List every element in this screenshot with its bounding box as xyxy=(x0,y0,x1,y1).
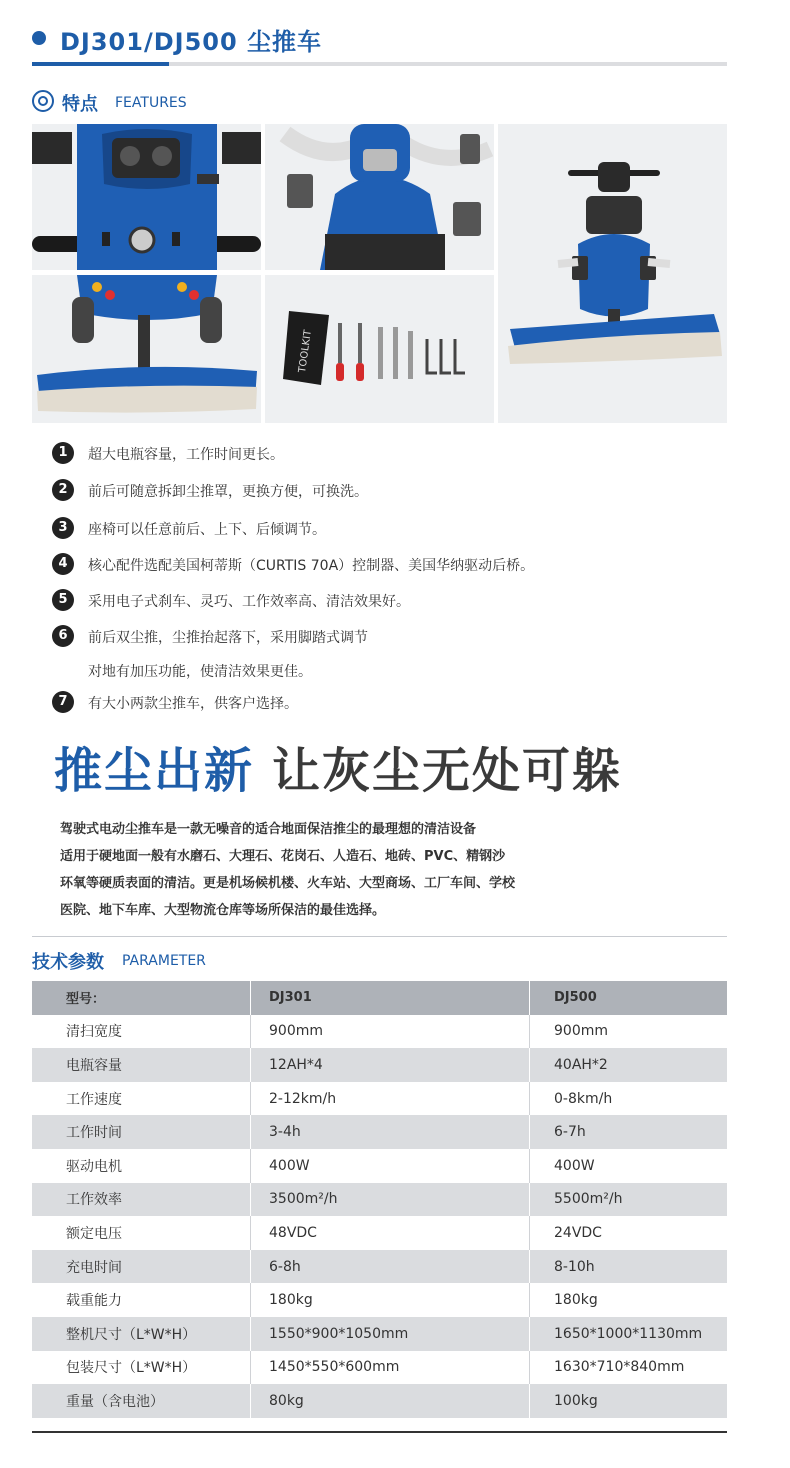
column-header: DJ301 xyxy=(251,981,530,1015)
feature-text: 座椅可以任意前后、上下、后倾调节。 xyxy=(88,522,326,538)
table-row xyxy=(32,1149,727,1183)
page-title: DJ301/DJ500 尘推车 xyxy=(60,28,323,56)
column-header: DJ500 xyxy=(530,981,728,1015)
feature-text: 前后双尘推，尘推抬起落下，采用脚踏式调节 xyxy=(88,630,368,646)
param-value-dj500: 6-7h xyxy=(530,1115,728,1149)
param-value-dj301: 2-12km/h xyxy=(251,1082,530,1116)
feature-text: 前后可随意拆卸尘推罩，更换方便，可换洗。 xyxy=(88,484,368,500)
param-value-dj500: 900mm xyxy=(530,1015,728,1049)
photo-machine-full xyxy=(498,124,727,423)
slogan xyxy=(54,732,622,801)
number-badge: 4 xyxy=(52,553,74,575)
slogan-highlight: 推尘出新 xyxy=(54,743,255,799)
parameter-title-en: PARAMETER xyxy=(122,953,206,969)
feature-text: 核心配件选配美国柯蒂斯（CURTIS 70A）控制器、美国华纳驱动后桥。 xyxy=(88,558,535,574)
feature-text: 有大小两款尘推车，供客户选择。 xyxy=(88,696,298,712)
param-value-dj500: 180kg xyxy=(530,1283,728,1317)
description-line: 环氧等硬质表面的清洁。更是机场候机楼、火车站、大型商场、工厂车间、学校 xyxy=(60,876,516,891)
param-name: 载重能力 xyxy=(32,1283,251,1317)
photo-dashboard xyxy=(32,124,261,270)
param-value-dj301: 180kg xyxy=(251,1283,530,1317)
parameter-table xyxy=(32,981,727,1418)
slogan-rest: 让灰尘无处可躲 xyxy=(272,743,623,799)
param-value-dj500: 8-10h xyxy=(530,1250,728,1284)
param-name: 工作时间 xyxy=(32,1115,251,1149)
param-value-dj301: 3-4h xyxy=(251,1115,530,1149)
table-row xyxy=(32,1115,727,1149)
param-value-dj301: 12AH*4 xyxy=(251,1048,530,1082)
feature-text-continued: 对地有加压功能，使清洁效果更佳。 xyxy=(88,664,312,680)
title-underline-accent xyxy=(32,62,169,66)
param-value-dj500: 1630*710*840mm xyxy=(530,1351,728,1385)
table-row xyxy=(32,1384,727,1418)
photo-rear-duster xyxy=(32,275,261,423)
column-header: 型号： xyxy=(32,981,251,1015)
features-title-cn: 特点 xyxy=(62,94,98,115)
param-name: 工作速度 xyxy=(32,1082,251,1116)
param-value-dj500: 24VDC xyxy=(530,1216,728,1250)
number-badge: 5 xyxy=(52,589,74,611)
param-value-dj301: 3500m²/h xyxy=(251,1183,530,1217)
param-name: 额定电压 xyxy=(32,1216,251,1250)
table-header-row xyxy=(32,981,727,1015)
param-value-dj301: 80kg xyxy=(251,1384,530,1418)
param-name: 重量（含电池） xyxy=(32,1384,251,1418)
title-bullet-icon xyxy=(32,31,46,45)
table-row xyxy=(32,1015,727,1049)
param-value-dj301: 1550*900*1050mm xyxy=(251,1317,530,1351)
table-row xyxy=(32,1351,727,1385)
param-value-dj301: 1450*550*600mm xyxy=(251,1351,530,1385)
table-row xyxy=(32,1082,727,1116)
param-name: 清扫宽度 xyxy=(32,1015,251,1049)
param-value-dj500: 40AH*2 xyxy=(530,1048,728,1082)
param-value-dj301: 400W xyxy=(251,1149,530,1183)
table-bottom-rule xyxy=(32,1431,727,1433)
number-badge: 6 xyxy=(52,625,74,647)
param-name: 驱动电机 xyxy=(32,1149,251,1183)
parameter-title-cn: 技术参数 xyxy=(32,952,104,973)
description-line: 医院、地下车库、大型物流仓库等场所保洁的最佳选择。 xyxy=(60,903,386,918)
product-description xyxy=(60,816,700,924)
param-name: 充电时间 xyxy=(32,1250,251,1284)
param-value-dj301: 48VDC xyxy=(251,1216,530,1250)
number-badge: 2 xyxy=(52,479,74,501)
title-underline xyxy=(169,62,727,66)
param-value-dj500: 1650*1000*1130mm xyxy=(530,1317,728,1351)
table-row xyxy=(32,1048,727,1082)
param-value-dj301: 900mm xyxy=(251,1015,530,1049)
photo-pedals xyxy=(265,124,494,270)
number-badge: 7 xyxy=(52,691,74,713)
table-row xyxy=(32,1216,727,1250)
description-line: 适用于硬地面一般有水磨石、大理石、花岗石、人造石、地砖、PVC、精钢沙 xyxy=(60,849,506,864)
param-name: 整机尺寸（L*W*H） xyxy=(32,1317,251,1351)
toolkit-label: TOOLKIT xyxy=(297,329,314,374)
section-divider xyxy=(32,936,727,937)
param-name: 工作效率 xyxy=(32,1183,251,1217)
feature-text: 采用电子式刹车、灵巧、工作效率高、清洁效果好。 xyxy=(88,594,410,610)
table-row xyxy=(32,1283,727,1317)
param-value-dj500: 100kg xyxy=(530,1384,728,1418)
photo-toolkit xyxy=(265,275,494,423)
target-icon xyxy=(32,90,54,112)
feature-text: 超大电瓶容量，工作时间更长。 xyxy=(88,447,284,463)
description-line: 驾驶式电动尘推车是一款无噪音的适合地面保洁推尘的最理想的清洁设备 xyxy=(60,822,477,837)
number-badge: 1 xyxy=(52,442,74,464)
table-row xyxy=(32,1250,727,1284)
param-name: 包装尺寸（L*W*H） xyxy=(32,1351,251,1385)
number-badge: 3 xyxy=(52,517,74,539)
features-title-en: FEATURES xyxy=(115,95,187,111)
table-row xyxy=(32,1183,727,1217)
param-value-dj301: 6-8h xyxy=(251,1250,530,1284)
param-value-dj500: 0-8km/h xyxy=(530,1082,728,1116)
param-name: 电瓶容量 xyxy=(32,1048,251,1082)
param-value-dj500: 5500m²/h xyxy=(530,1183,728,1217)
table-row xyxy=(32,1317,727,1351)
param-value-dj500: 400W xyxy=(530,1149,728,1183)
